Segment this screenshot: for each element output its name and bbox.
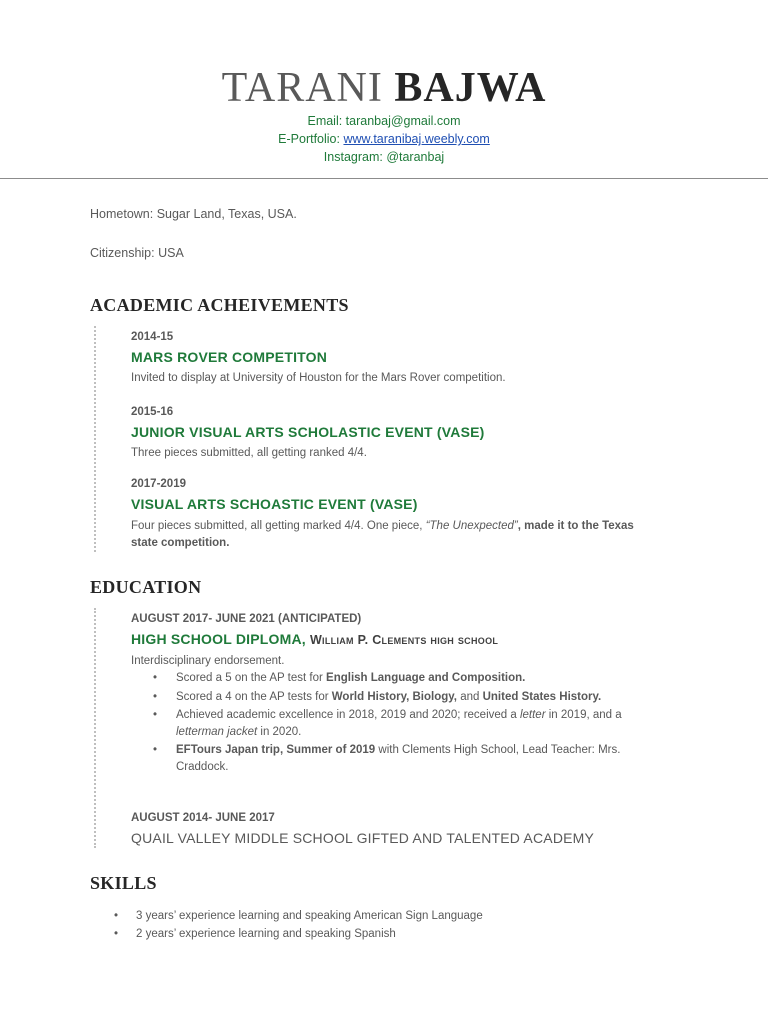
education-timeline-line <box>94 608 96 848</box>
academic-entry-year: 2017-2019 <box>131 478 186 490</box>
education-section-title: EDUCATION <box>90 577 202 597</box>
artwork-title: “The Unexpected” <box>425 520 518 532</box>
bullet-text: with Clements High School, Lead Teacher: Mrs. Craddock. <box>176 744 621 773</box>
bullet-text: and <box>457 690 483 703</box>
academic-entry-title: JUNIOR VISUAL ARTS SCHOLASTIC EVENT (VASE) <box>131 424 485 440</box>
list-item <box>131 707 671 740</box>
skill-text: 3 years’ experience learning and speaking American Sign Language <box>136 910 483 922</box>
hs-degree <box>131 631 498 647</box>
ms-school-name: QUAIL VALLEY MIDDLE SCHOOL GIFTED AND TALENTED ACADEMY <box>131 830 595 846</box>
academic-entry-desc: Invited to display at University of Houston for the Mars Rover competition. <box>131 372 506 384</box>
ms-dates: AUGUST 2014- JUNE 2017 <box>131 812 275 824</box>
bullet-italic: letterman jacket <box>176 725 258 738</box>
academic-timeline-line <box>94 326 96 552</box>
bullet-bold: English Language and Composition <box>326 672 523 684</box>
list-item <box>131 689 671 706</box>
hs-dates: AUGUST 2017- JUNE 2021 (ANTICIPATED) <box>131 613 362 625</box>
hs-bullet-list <box>131 670 671 777</box>
bullet-bold: EFTours Japan trip, Summer of 2019 <box>176 744 376 756</box>
desc-text: Four pieces submitted, all getting marked 4/4. One piece, <box>131 520 426 532</box>
email-line: Email: taranbaj@gmail.com <box>307 114 461 128</box>
academic-entry-desc: Three pieces submitted, all getting ranked 4/4. <box>131 447 367 459</box>
skills-list <box>90 907 650 943</box>
bullet-icon: • <box>153 672 158 684</box>
bullet-text: Achieved academic excellence in 2018, 2019 and 2020; received a <box>176 709 520 721</box>
academic-entry-year: 2014-15 <box>131 331 174 343</box>
first-name: TARANI <box>221 65 383 111</box>
academic-section-title: ACADEMIC ACHEIVEMENTS <box>90 295 349 315</box>
academic-entry-year: 2015-16 <box>131 406 174 418</box>
header-divider <box>0 178 768 179</box>
portfolio-link[interactable]: www.taranibaj.weebly.com <box>343 132 490 146</box>
bullet-icon: • <box>114 910 119 922</box>
academic-entry-desc <box>131 518 651 552</box>
bullet-text: in 2020. <box>257 725 302 738</box>
portfolio-label: E-Portfolio: <box>278 132 344 146</box>
bullet-icon: • <box>153 744 158 756</box>
skills-section-title: SKILLS <box>90 873 157 893</box>
hometown: Hometown: Sugar Land, Texas, USA. <box>90 207 297 221</box>
bullet-text: Scored a 5 on the AP test for <box>176 672 327 684</box>
hs-school-name: William P. Clements high school <box>309 633 499 647</box>
list-item <box>90 925 650 943</box>
resume-name <box>0 64 768 112</box>
bullet-text: . <box>598 690 602 703</box>
list-item <box>131 742 671 775</box>
bullet-bold: United States History <box>482 690 599 703</box>
skill-text: 2 years’ experience learning and speaking Spanish <box>136 928 396 940</box>
bullet-icon: • <box>153 690 158 703</box>
bullet-bold: World History, Biology, <box>331 690 458 703</box>
degree-name: HIGH SCHOOL DIPLOMA, <box>131 631 310 647</box>
bullet-italic: letter <box>519 709 546 721</box>
list-item <box>131 670 671 687</box>
bullet-text: in 2019, and a <box>545 709 622 721</box>
citizenship: Citizenship: USA <box>90 246 184 260</box>
bullet-text: Scored a 4 on the AP tests for <box>176 690 332 703</box>
hs-endorsement: Interdisciplinary endorsement. <box>131 655 285 667</box>
portfolio-line <box>0 131 768 148</box>
desc-text: , made it to the Texas state competition. <box>131 520 634 549</box>
academic-entry-title: MARS ROVER COMPETITON <box>131 349 328 365</box>
bullet-icon: • <box>114 928 119 940</box>
list-item <box>90 907 650 925</box>
bullet-text: . <box>522 672 526 684</box>
bullet-icon: • <box>153 709 158 721</box>
instagram-line: Instagram: @taranbaj <box>323 150 445 164</box>
last-name: BAJWA <box>394 65 547 111</box>
academic-entry-title: VISUAL ARTS SCHOASTIC EVENT (VASE) <box>131 496 418 512</box>
